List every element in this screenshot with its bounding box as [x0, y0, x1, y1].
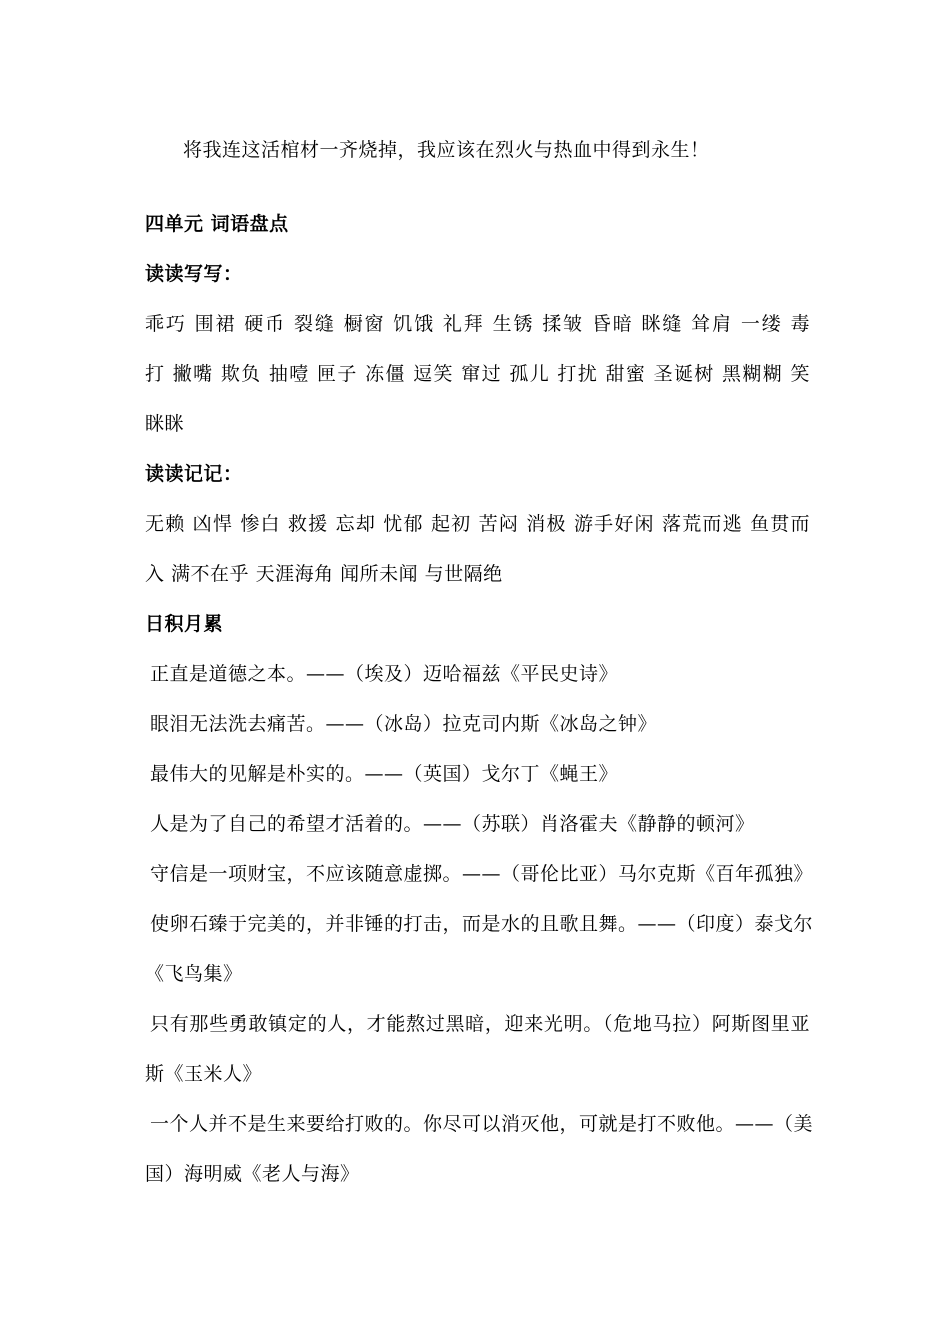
quote-line: 眼泪无法洗去痛苦。——（冰岛）拉克司内斯《冰岛之钟》	[150, 713, 658, 735]
read-remember-line: 无赖 凶悍 惨白 救援 忘却 忧郁 起初 苦闷 消极 游手好闲 落荒而逃 鱼贯而	[145, 513, 810, 535]
read-write-heading: 读读写写：	[145, 263, 243, 285]
quote-line-continuation: 国）海明威《老人与海》	[145, 1163, 360, 1185]
intro-line: 将我连这活棺材一齐烧掉，我应该在烈火与热血中得到永生！	[183, 139, 710, 161]
daily-accumulation-heading: 日积月累	[145, 613, 224, 635]
quote-line: 只有那些勇敢镇定的人，才能熬过黑暗，迎来光明。（危地马拉）阿斯图里亚	[150, 1013, 810, 1035]
read-write-line: 打 撇嘴 欺负 抽噎 匣子 冻僵 逗笑 窜过 孤儿 打扰 甜蜜 圣诞树 黑糊糊 笑	[145, 363, 810, 385]
quote-line-continuation: 《飞鸟集》	[145, 963, 243, 985]
read-write-line: 眯眯	[145, 413, 185, 435]
read-remember-heading: 读读记记：	[145, 463, 243, 485]
quote-line: 守信是一项财宝，不应该随意虚掷。——（哥伦比亚）马尔克斯《百年孤独》	[150, 863, 814, 885]
quote-line-continuation: 斯《玉米人》	[145, 1063, 263, 1085]
quote-line: 一个人并不是生来要给打败的。你尽可以消灭他，可就是打不败他。——（美	[150, 1113, 814, 1135]
quote-line: 人是为了自己的希望才活着的。——（苏联）肖洛霍夫《静静的顿河》	[150, 813, 755, 835]
read-write-line: 乖巧 围裙 硬币 裂缝 橱窗 饥饿 礼拜 生锈 揉皱 昏暗 眯缝 耸肩 一缕 毒	[145, 313, 810, 335]
quote-line: 最伟大的见解是朴实的。——（英国）戈尔丁《蝇王》	[150, 763, 619, 785]
quote-line: 使卵石臻于完美的，并非锤的打击，而是水的且歌且舞。——（印度）泰戈尔	[150, 913, 814, 935]
quote-line: 正直是道德之本。——（埃及）迈哈福兹《平民史诗》	[150, 663, 619, 685]
read-remember-line: 入 满不在乎 天涯海角 闻所未闻 与世隔绝	[145, 563, 503, 585]
unit-heading: 四单元 词语盘点	[145, 213, 289, 235]
